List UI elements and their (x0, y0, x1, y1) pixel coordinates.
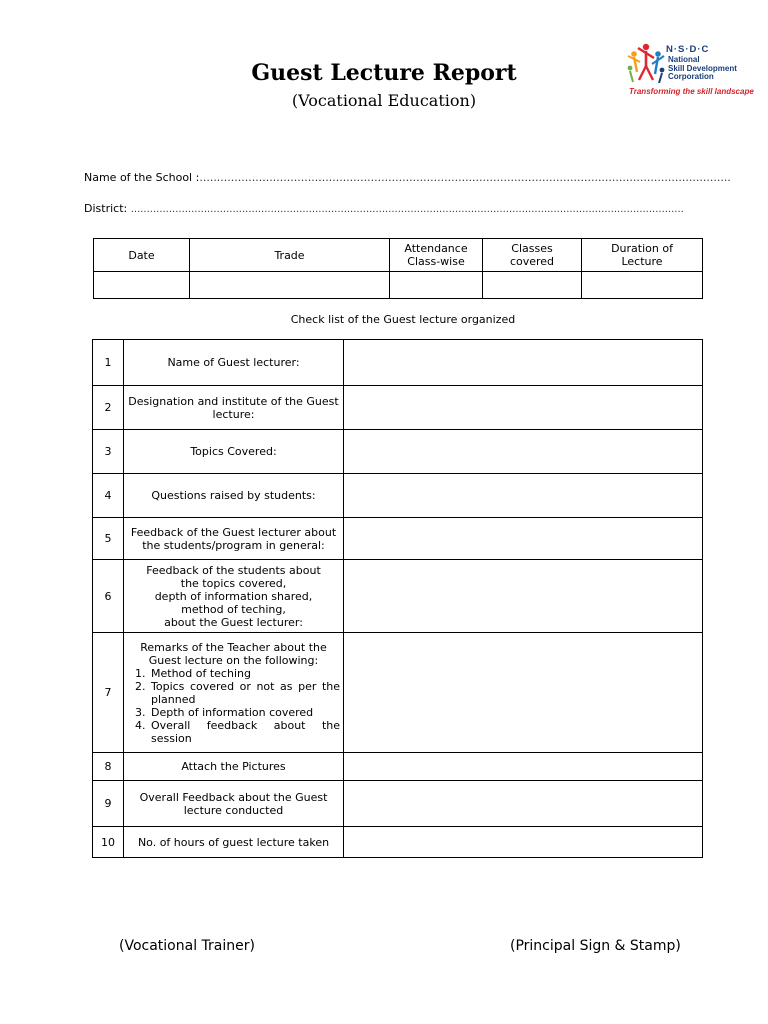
table-row (93, 340, 703, 386)
row-item (124, 633, 344, 753)
row-answer-cell[interactable] (344, 560, 703, 633)
row-number: 8 (93, 753, 124, 781)
row-answer-cell[interactable] (344, 827, 703, 858)
attendance-cell[interactable] (390, 272, 483, 299)
principal-signature: (Principal Sign & Stamp) (510, 938, 681, 954)
school-name-field[interactable] (84, 171, 731, 184)
logo-name-line: Skill Development (668, 63, 737, 73)
row-item: Designation and institute of the Guest lecture: (124, 386, 344, 430)
header-date-label: Date (128, 248, 155, 262)
school-name-line: ........................................................................................................................................................ (199, 171, 731, 184)
nsdc-figures-icon (624, 42, 668, 86)
row-answer-cell[interactable] (344, 386, 703, 430)
row-answer-cell[interactable] (344, 781, 703, 827)
summary-entry-row (94, 272, 703, 299)
header-classes (483, 239, 582, 272)
district-label: District: (84, 202, 128, 215)
row-number: 6 (93, 560, 124, 633)
summary-header-row (94, 239, 703, 272)
list-item: 1. Method of teching (149, 667, 340, 680)
row-item (124, 560, 344, 633)
list-item: 2. Topics covered or not as per the planned (149, 680, 340, 706)
row-answer-cell[interactable] (344, 518, 703, 560)
row-answer-cell[interactable] (344, 340, 703, 386)
list-item: 3. Depth of information covered (149, 706, 340, 719)
header-trade-label: Trade (274, 248, 305, 262)
report-subtitle: (Vocational Education) (291, 91, 477, 110)
table-row (93, 474, 703, 518)
remarks-list (127, 667, 340, 745)
row-item-line: the topics covered, (180, 576, 287, 590)
logo-name-line: Corporation (668, 72, 714, 82)
row-item-line: about the Guest lecturer: (164, 615, 303, 629)
header-attendance-line: Class-wise (407, 255, 465, 268)
row-number: 2 (93, 386, 124, 430)
row-item-line: Feedback of the students about (146, 563, 321, 577)
date-cell[interactable] (94, 272, 190, 299)
row-answer-cell[interactable] (344, 753, 703, 781)
header-trade (190, 239, 390, 272)
row-item: Name of Guest lecturer: (124, 340, 344, 386)
row-number: 7 (93, 633, 124, 753)
row-number: 9 (93, 781, 124, 827)
header-attendance (390, 239, 483, 272)
logo-name (668, 56, 737, 82)
duration-cell[interactable] (582, 272, 703, 299)
row-item: No. of hours of guest lecture taken (124, 827, 344, 858)
header-date (94, 239, 190, 272)
table-row (93, 633, 703, 753)
row-item: Questions raised by students: (124, 474, 344, 518)
row-answer-cell[interactable] (344, 633, 703, 753)
row-answer-cell[interactable] (344, 430, 703, 474)
trade-cell[interactable] (190, 272, 390, 299)
checklist-caption: Check list of the Guest lecture organized (290, 313, 516, 326)
district-field[interactable] (84, 202, 684, 215)
row-item-text: Remarks of the Teacher about the Guest lecture on the following: (140, 640, 327, 667)
table-row (93, 430, 703, 474)
header-duration-line: Lecture (621, 255, 663, 268)
table-row (93, 386, 703, 430)
header-classes-line: covered (509, 255, 555, 268)
report-title: Guest Lecture Report (251, 60, 517, 86)
header-classes-line: Classes (511, 242, 553, 255)
vocational-trainer-signature: (Vocational Trainer) (119, 938, 255, 954)
row-item-line: method of teching, (181, 602, 286, 616)
row-item: Topics Covered: (124, 430, 344, 474)
checklist-table (92, 339, 703, 858)
summary-table (93, 238, 703, 299)
table-row (93, 518, 703, 560)
row-number: 10 (93, 827, 124, 858)
logo-letters: N·S·D·C (666, 44, 710, 55)
table-row (93, 753, 703, 781)
classes-cell[interactable] (483, 272, 582, 299)
logo-name-line: National (668, 55, 700, 64)
row-number: 5 (93, 518, 124, 560)
district-line: .............................................................................................................................................................................. (130, 204, 684, 215)
row-item-line: depth of information shared, (154, 589, 313, 603)
row-item: Attach the Pictures (124, 753, 344, 781)
header-attendance-line: Attendance (404, 242, 468, 255)
row-item: Overall Feedback about the Guest lecture conducted (124, 781, 344, 827)
logo-tagline: Transforming the skill landscape (629, 87, 754, 96)
row-number: 3 (93, 430, 124, 474)
row-answer-cell[interactable] (344, 474, 703, 518)
list-item: 4. Overall feedback about the session (149, 719, 340, 745)
row-number: 4 (93, 474, 124, 518)
nsdc-logo (624, 42, 764, 102)
header-duration (582, 239, 703, 272)
header-duration-line: Duration of (611, 242, 673, 255)
row-item: Feedback of the Guest lecturer about the students/program in general: (124, 518, 344, 560)
table-row (93, 827, 703, 858)
row-number: 1 (93, 340, 124, 386)
school-name-label: Name of the School : (84, 171, 200, 184)
table-row (93, 781, 703, 827)
table-row (93, 560, 703, 633)
